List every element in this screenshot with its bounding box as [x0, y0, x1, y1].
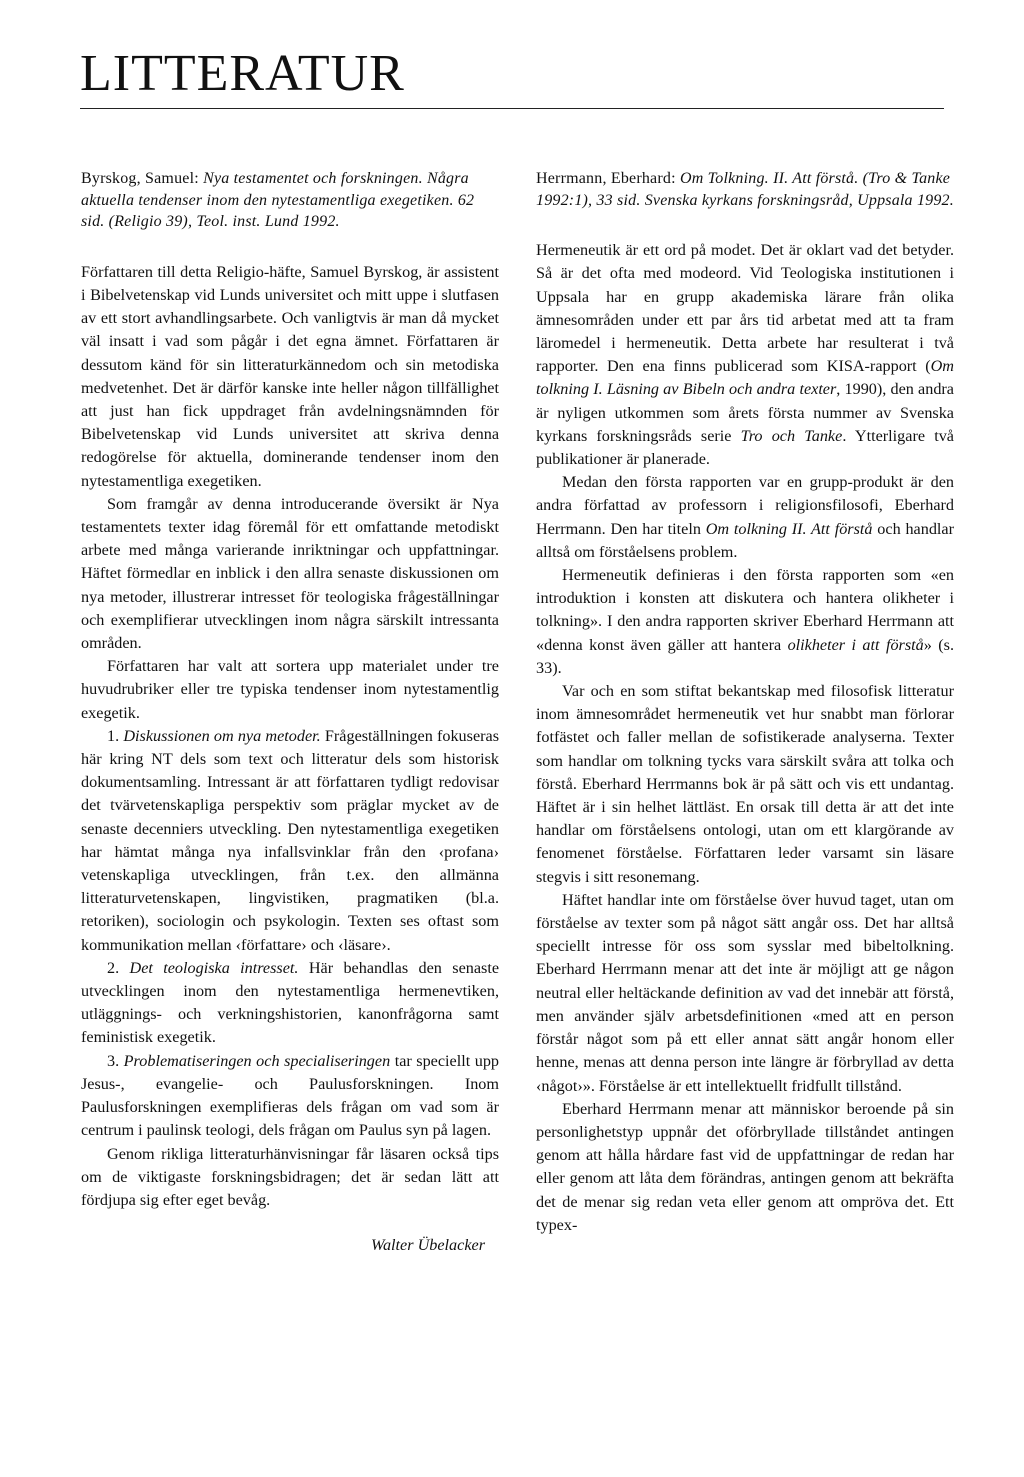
closing-paragraph: Genom rikliga litteraturhänvisningar får läsaren också tips om de viktigaste forskningsbidragen; det är sedan lätt att fördjupa sig efter eget bevåg.	[81, 1144, 499, 1209]
text-run: » (s. 33).	[536, 635, 954, 677]
review-right-column	[536, 168, 954, 1237]
list-heading: Det teologiska intresset.	[129, 958, 299, 977]
page-title: LITTERATUR	[80, 45, 405, 102]
list-number: 2.	[107, 958, 130, 977]
italic-title: Om tolkning II. Att förstå	[705, 519, 873, 538]
list-item-2	[81, 957, 499, 1050]
paragraph: Var och en som stiftat bekantskap med filosofisk litteratur inom ämnesområdet hermeneutik vet hur snabbt man förlorar fotfästet och faller mellan de sofistikerade analyserna. Texter som handlar om tolkning tycks vara särskilt svåra att tolka och förstå. Eberhard Herrmanns bok är på sätt och vis ett undantag. Häftet är i sin helhet lättläst. En orsak till detta är att det inte handlar om förståelsens ontologi, utan om ett klargörande av fenomenet förståelse. Författaren leder varsamt sin läsare stegvis i sitt resonemang.	[536, 682, 954, 886]
title-rule	[80, 108, 944, 109]
text-run: Hermeneutik definieras i den första rapporten som «en introduktion i konsten att diskutera och hantera olikheter i tolkning». I den andra rapporten skriver Eberhard Herrmann att «denna konst även gäller att hantera	[536, 566, 954, 654]
text-run: Hermeneutik är ett ord på modet. Det är oklart vad det betyder. Så är det ofta med modeord. Vid Teologiska institutionen i Uppsala har en grupp akademiska lärare från olika ämnesområden under ett par års tid arbetat med att ta fram läromedel i hermeneutik. Detta arbete har resulterat i två rapporter. Den ena finns publicerad som KISA-rapport (	[536, 241, 954, 376]
citation-author: Herrmann, Eberhard:	[536, 170, 680, 187]
paragraph	[536, 471, 954, 564]
italic-title: Om tolkning I. Läsning av Bibeln och andra texter	[536, 357, 954, 399]
list-heading: Diskussionen om nya metoder.	[123, 726, 321, 745]
paragraph	[536, 564, 954, 680]
citation-title: Nya testamentet och forskningen. Några aktuella tendenser inom den nytestamentliga exegetiken. 62 sid. (Religio 39), Teol. inst. Lund 1992.	[81, 170, 475, 231]
list-item-3	[81, 1050, 499, 1143]
text-run: Medan den första rapporten var en grupp-produkt är den andra författad av professorn i religionsfilosofi, Eberhard Herrmann. Den har titeln	[536, 473, 954, 538]
list-number: 3.	[107, 1051, 124, 1070]
list-text: Frågeställningen fokuseras här kring NT dels som text och litteratur dels som historisk dokumentsamling. Intressant är att författaren tydligt redovisar det tvärvetenskapliga perspektiv som präglar mycket av de senaste decenniers utveckling. Den nytestamentliga exegetiken har hämtat många nya infallsvinklar från den ‹profana› vetenskapliga utvecklingen, från t.ex. den allmänna litteraturvetenskapen, lingvistiken, pragmatiken (bl.a. retoriken), sociologin och psykologin. Texten ses oftast som kommunikation mellan ‹författare› och ‹läsare›.	[81, 726, 500, 954]
paragraph: Författaren till detta Religio-häfte, Samuel Byrskog, är assistent i Bibelvetenskap vid Lunds universitet och mitt uppe i slutfasen av ett stort avhandlingsarbete. Och vanligtvis är man då mycket väl insatt i vad som pågår i det egna ämnet. Författaren är dessutom känd för sin litteraturkännedom och sin metodiska medvetenhet. Det är därför kanske inte heller någon tillfällighet att just han fick uppdraget från avdelningsnämnden för Bibelvetenskap vid Lunds universitet att skriva denna redogörelse för aktuella, dominerande tendenser inom den nytestamentliga exegetiken.	[81, 262, 499, 490]
list-text: Här behandlas den senaste utvecklingen inom den nytestamentliga hermenevtiken, utläggnings- och verkningshistorien, kanonfrågorna samt feministisk exegetik.	[81, 958, 500, 1047]
list-text: tar speciellt upp Jesus-, evangelie- och Paulusforskningen. Inom Paulusforskningen exemplifieras dels frågan om vad som är centrum i paulinsk teologi, dels frågan om Paulus syn på lagen.	[81, 1051, 500, 1140]
text-run: och handlar alltså om förståelsens problem.	[536, 519, 954, 561]
text-run: . Ytterligare två publikationer är planerade.	[536, 426, 954, 469]
list-heading: Problematiseringen och specialiseringen	[123, 1051, 391, 1070]
book-citation-left	[81, 168, 499, 233]
list-item-1	[81, 725, 499, 957]
list-number: 1.	[107, 726, 124, 745]
italic-phrase: olikheter i att förstå	[787, 635, 924, 654]
review-left-column	[81, 168, 499, 1255]
paragraph	[536, 239, 954, 471]
paragraph: Författaren har valt att sortera upp materialet under tre huvudrubriker eller tre typiska tendenser inom nytestamentlig exegetik.	[81, 657, 499, 722]
paragraph: Som framgår av denna introducerande översikt är Nya testamentets texter idag föremål för ett omfattande metodiskt arbete med många varierande inriktningar och uppfattningar. Häftet förmedlar en inblick i den allra senaste diskussionen om nya metoder, illustrerar intresset för teologiska frågeställningar och exemplifierar utvecklingen inom några särskilt intressanta områden.	[81, 494, 499, 653]
citation-author: Byrskog, Samuel:	[81, 170, 204, 187]
book-citation-right	[536, 168, 954, 211]
citation-title: Om Tolkning. II. Att förstå. (Tro & Tanke 1992:1), 33 sid. Svenska kyrkans forskningsråd, Uppsala 1992.	[536, 170, 954, 209]
paragraph: Häftet handlar inte om förståelse över huvud taget, utan om förståelse av texter som på något sätt angår oss. Det har alltså speciellt intresse för oss som sysslar med bibeltolkning. Eberhard Herrmann menar att det inte är möjligt att ge någon neutral eller heltäckande definition av vad det innebär att förstå, men använder själv arbetsdefinitionen «med att en person förstår något som på ett eller annat sätt angår honom eller henne, menas att denna person inte längre är förbryllad av detta ‹något›». Förståelse är ett intellektuellt fridfullt tillstånd.	[536, 890, 954, 1095]
paragraph: Eberhard Herrmann menar att människor beroende på sin personlighetstyp uppnår det oförbryllade tillståndet antingen genom att hålla hårdare fast vid de uppfattningar de redan har eller genom att låta dem förändras, antingen genom att bekräfta det de menar sig redan veta eller genom att ompröva det. Ett typex-	[536, 1099, 954, 1234]
italic-title: Tro och Tanke	[740, 426, 843, 445]
reviewer-signature: Walter Übelacker	[370, 1236, 485, 1255]
text-run: , 1990), den andra är nyligen utkommen som årets första nummer av Svenska kyrkans forskningsråds serie	[536, 380, 954, 445]
